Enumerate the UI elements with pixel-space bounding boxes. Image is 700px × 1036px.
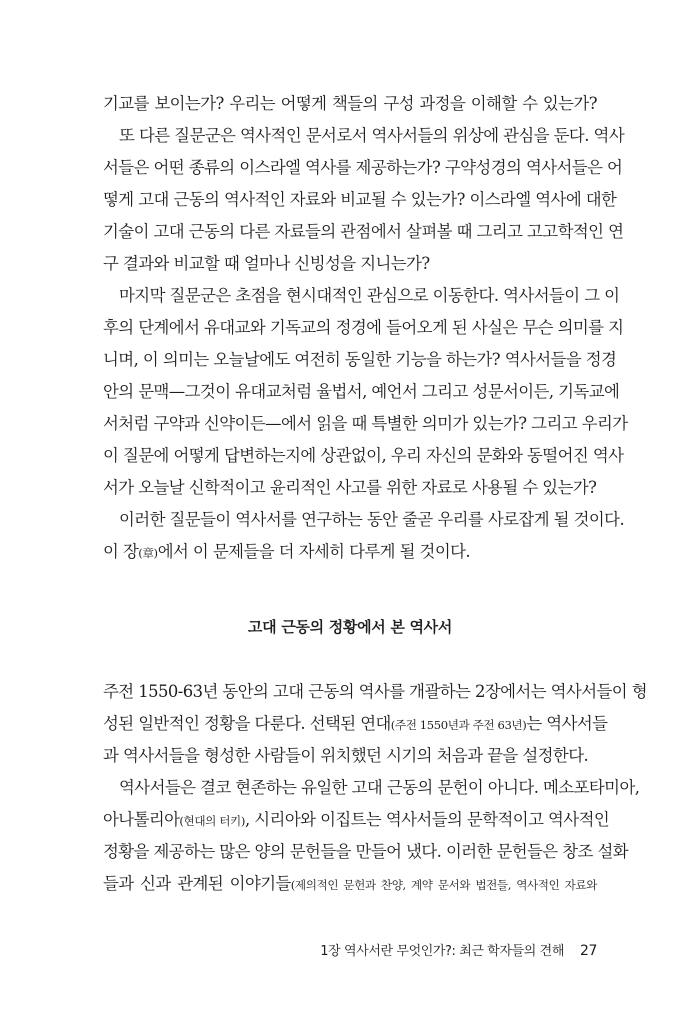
text-span: 는 역사서들 — [526, 714, 608, 733]
text-line-7: 마지막 질문군은 초점을 현시대적인 관심으로 이동한다. 역사서들이 그 이 — [119, 286, 620, 305]
text-line-21: 정황을 제공하는 많은 양의 문헌들을 만들어 냈다. 이러한 문헌들은 창조 설화 — [103, 842, 629, 861]
text-line-9: 니며, 이 의미는 오늘날에도 여전히 동일한 기능을 하는가? 역사서들을 정경 — [103, 350, 617, 369]
text-line-16: 주전 1550-63년 동안의 고대 근동의 역사를 개괄하는 2장에서는 역사서들이 형 — [103, 682, 648, 701]
text-line-19: 역사서들은 결코 현존하는 유일한 고대 근동의 문헌이 아니다. 메소포타미아, — [119, 778, 640, 797]
text-span: 들과 신과 관계된 이야기들 — [103, 874, 291, 893]
text-line-12: 이 질문에 어떻게 답변하는지에 상관없이, 우리 자신의 문화와 동떨어진 역사 — [103, 446, 624, 465]
text-line-4: 떻게 고대 근동의 역사적인 자료와 비교될 수 있는가? 이스라엘 역사에 대한 — [103, 190, 617, 209]
text-line-17 — [103, 711, 608, 737]
text-span: 성된 일반적인 정황을 다룬다. 선택된 연대 — [103, 714, 391, 733]
text-line-22 — [103, 871, 597, 897]
text-span: 이 장 — [103, 542, 139, 561]
hanja-note: (章) — [138, 546, 158, 560]
text-line-20 — [103, 807, 610, 833]
text-line-8: 후의 단계에서 유대교와 기독교의 정경에 들어오게 된 사실은 무슨 의미를 지 — [103, 318, 624, 337]
text-line-13: 서가 오늘날 신학적이고 윤리적인 사고를 위한 자료로 사용될 수 있는가? — [103, 478, 597, 497]
text-line-18: 과 역사서들을 형성한 사람들이 위치했던 시기의 처음과 끝을 설정한다. — [103, 746, 589, 765]
text-span: , 시리아와 이집트는 역사서들의 문학적이고 역사적인 — [244, 810, 610, 829]
text-line-11: 서처럼 구약과 신약이든—에서 읽을 때 특별한 의미가 있는가? 그리고 우리가 — [103, 414, 628, 433]
text-line-15 — [103, 539, 597, 565]
running-title: 1장 역사서란 무엇인가?: 최근 학자들의 견해 — [320, 944, 564, 959]
section-heading: 고대 근동의 정황에서 본 역사서 — [247, 618, 453, 636]
page-footer — [320, 940, 597, 959]
text-span: 에서 이 문제들을 더 자세히 다루게 될 것이다. — [157, 542, 471, 561]
date-note: (주전 1550년과 주전 63년) — [390, 718, 527, 732]
text-line-1: 기교를 보이는가? 우리는 어떻게 책들의 구성 과정을 이해할 수 있는가? — [103, 94, 597, 113]
page-number: 27 — [579, 943, 597, 959]
text-line-2: 또 다른 질문군은 역사적인 문서로서 역사서들의 위상에 관심을 둔다. 역사 — [119, 126, 625, 145]
text-line-10: 안의 문맥—그것이 유대교처럼 율법서, 예언서 그리고 성문서이든, 기독교에 — [103, 382, 620, 401]
text-line-14: 이러한 질문들이 역사서를 연구하는 동안 줄곧 우리를 사로잡게 될 것이다. — [119, 510, 625, 529]
text-span: 아나톨리아 — [103, 810, 180, 829]
region-note: (현대의 터키) — [179, 814, 245, 828]
text-line-3: 서들은 어떤 종류의 이스라엘 역사를 제공하는가? 구약성경의 역사서들은 어 — [103, 158, 623, 177]
text-line-6: 구 결과와 비교할 때 얼마나 신빙성을 지니는가? — [103, 254, 430, 273]
literature-note: (제의적인 문헌과 찬양, 계약 문서와 법전들, 역사적인 자료와 — [290, 878, 597, 892]
text-line-5: 기술이 고대 근동의 다른 자료들의 관점에서 살펴볼 때 그리고 고고학적인 연 — [103, 222, 624, 241]
